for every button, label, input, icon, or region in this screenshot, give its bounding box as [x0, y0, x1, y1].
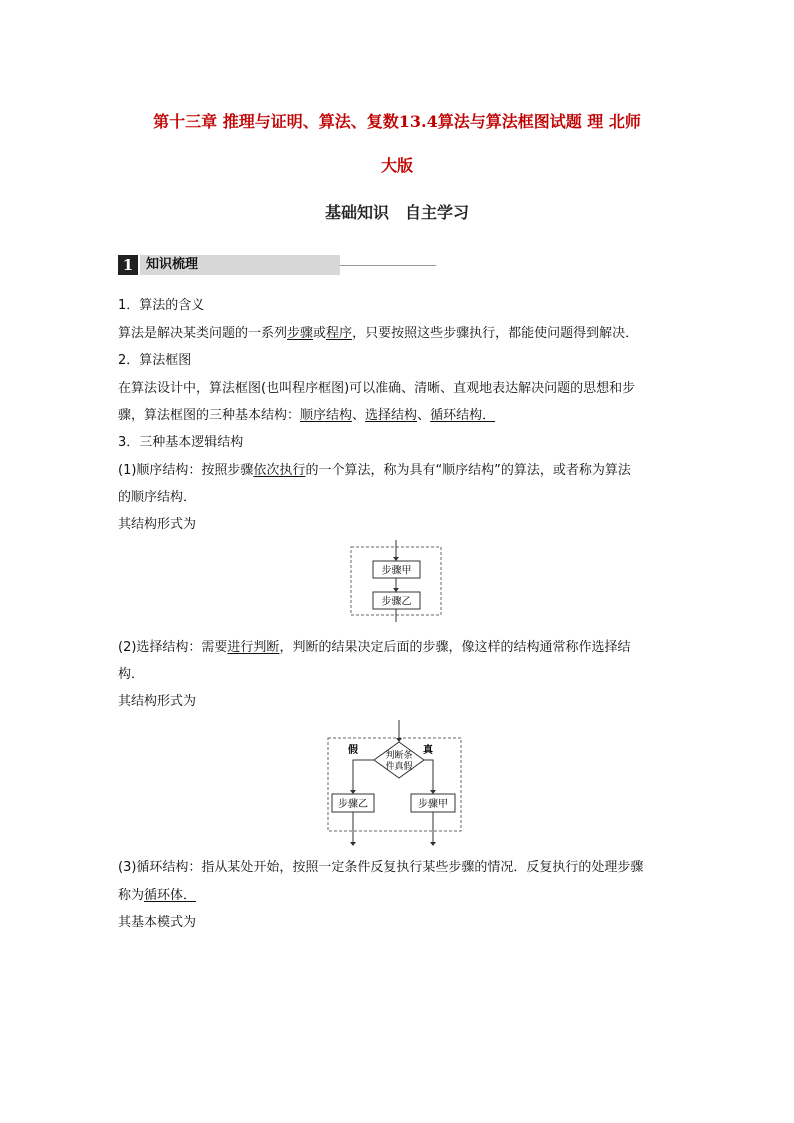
true-label: 真	[423, 745, 433, 756]
step1-label: 步骤甲	[381, 565, 412, 577]
s3-p1-line1: (1)顺序结构：按照步骤依次执行的一个算法，称为具有“顺序结构”的算法，或者称为算法	[118, 463, 631, 478]
true-branch-line	[424, 760, 433, 793]
sequence-structure-diagram	[350, 540, 444, 622]
s1-paragraph: 算法是解决某类问题的一系列步骤或程序，只要按照这些步骤执行，都能使问题得到解决．	[118, 326, 639, 341]
selection-structure-diagram	[326, 720, 464, 850]
s3-p1-line2: 的顺序结构．	[118, 490, 197, 505]
step2-label: 步骤乙	[381, 596, 412, 608]
s3-p3-line2: 称为循环体．	[118, 888, 197, 903]
condition-text-2: 件真假	[385, 762, 413, 772]
false-label: 假	[348, 745, 358, 756]
false-branch-line	[353, 760, 374, 793]
s1-heading: 1．算法的含义	[118, 298, 205, 313]
s3-p2-line1: (2)选择结构：需要进行判断，判断的结果决定后面的步骤，像这样的结构通常称作选择结	[118, 640, 631, 655]
section-header	[118, 255, 436, 275]
title-line-1: 第十三章 推理与证明、算法、复数13.4算法与算法框图试题 理 北师	[153, 112, 641, 131]
s3-heading: 3．三种基本逻辑结构	[118, 435, 244, 450]
left-step-label: 步骤乙	[338, 799, 368, 810]
condition-text-1: 判断条	[385, 751, 413, 761]
section-number: 1	[118, 255, 138, 275]
s3-p2-line2: 构．	[118, 667, 145, 682]
section-subtitle: 基础知识 自主学习	[324, 203, 469, 222]
section-label: 知识梳理	[140, 255, 340, 275]
s2-line-2: 骤，算法框图的三种基本结构：顺序结构、选择结构、循环结构．	[118, 408, 496, 423]
s2-heading: 2．算法框图	[118, 353, 192, 368]
s3-form3: 其基本模式为	[118, 915, 197, 930]
document-title	[100, 100, 694, 188]
title-line-2: 大版	[380, 156, 413, 175]
s2-line-1: 在算法设计中，算法框图(也叫程序框图)可以准确、清晰、直观地表达解决问题的思想和步	[118, 381, 636, 396]
section-rule	[340, 265, 436, 266]
right-step-label: 步骤甲	[418, 799, 448, 810]
s3-form1: 其结构形式为	[118, 517, 197, 532]
s3-p3-line1: (3)循环结构：指从某处开始，按照一定条件反复执行某些步骤的情况．反复执行的处理步骤	[118, 860, 644, 875]
s3-form2: 其结构形式为	[118, 694, 197, 709]
